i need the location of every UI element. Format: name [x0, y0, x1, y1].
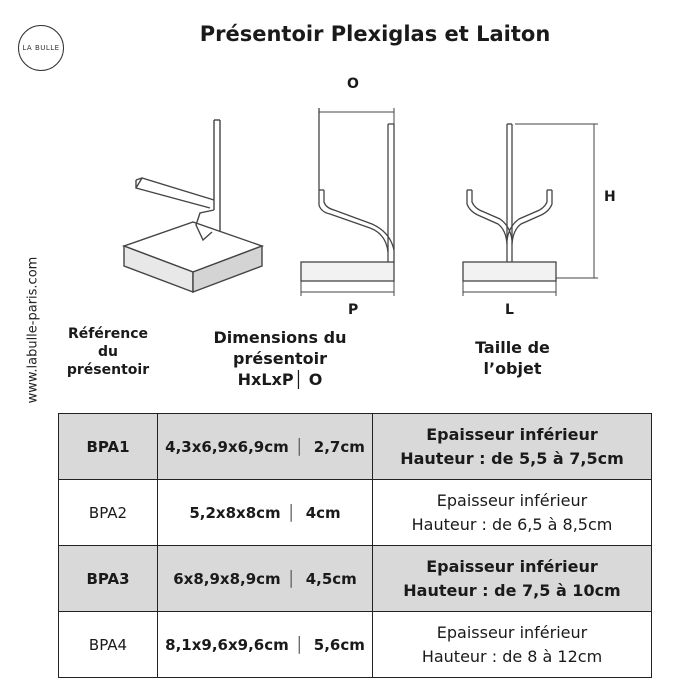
- separator: │: [286, 569, 296, 588]
- opening-value: 5,6cm: [313, 635, 365, 654]
- caption-dimensions-line: présentoir: [233, 348, 327, 368]
- caption-dimensions: [200, 328, 360, 390]
- height-range-text: Hauteur : de 8 à 12cm: [421, 646, 603, 666]
- dimension-label-h: H: [604, 189, 616, 205]
- reference-cell: BPA3: [59, 546, 158, 612]
- caption-object-line: l’objet: [483, 358, 542, 378]
- dimension-label-o: O: [347, 76, 359, 92]
- height-range-text: Hauteur : de 7,5 à 10cm: [403, 580, 621, 600]
- stand-perspective-drawing: [124, 120, 262, 292]
- caption-reference-line: du: [98, 344, 118, 361]
- table-row: [59, 414, 652, 480]
- thickness-text: Epaisseur inférieur: [436, 490, 588, 510]
- dimensions-value: 4,3x6,9x6,9cm: [165, 437, 289, 456]
- size-table: [58, 413, 652, 678]
- dimensions-value: 6x8,9x8,9cm: [173, 569, 281, 588]
- reference-cell: BPA2: [59, 480, 158, 546]
- dimension-label-p: P: [348, 302, 359, 318]
- caption-dimensions-line: HxLxP│ O: [237, 369, 323, 389]
- height-range-text: Hauteur : de 5,5 à 7,5cm: [400, 448, 624, 468]
- reference-cell: BPA4: [59, 612, 158, 678]
- website-url: www.labulle-paris.com: [25, 256, 41, 404]
- separator: │: [294, 437, 304, 456]
- opening-value: 2,7cm: [313, 437, 365, 456]
- page-title: Présentoir Plexiglas et Laiton: [199, 22, 551, 46]
- caption-dimensions-line: Dimensions du: [213, 328, 347, 347]
- product-diagram: [0, 0, 700, 330]
- height-range-text: Hauteur : de 6,5 à 8,5cm: [411, 514, 613, 534]
- dimensions-cell: [158, 546, 373, 612]
- thickness-text: Epaisseur inférieur: [436, 622, 588, 642]
- caption-object-line: Taille de: [475, 338, 550, 357]
- opening-value: 4,5cm: [305, 569, 357, 588]
- separator: │: [294, 635, 304, 654]
- table-row: [59, 612, 652, 678]
- dimensions-value: 5,2x8x8cm: [189, 503, 281, 522]
- stand-front-drawing: [463, 124, 598, 296]
- caption-reference-line: Référence: [67, 326, 149, 342]
- object-size-cell: [373, 546, 652, 612]
- logo-text: LA BULLE: [22, 44, 60, 52]
- dimensions-cell: [158, 414, 373, 480]
- dimensions-cell: [158, 480, 373, 546]
- dimension-label-l: L: [505, 302, 514, 318]
- object-size-cell: [373, 612, 652, 678]
- table-row: [59, 480, 652, 546]
- separator: │: [286, 503, 296, 522]
- caption-reference-line: présentoir: [66, 362, 150, 379]
- reference-cell: BPA1: [59, 414, 158, 480]
- table-row: [59, 546, 652, 612]
- thickness-text: Epaisseur inférieur: [426, 556, 598, 576]
- object-size-cell: [373, 480, 652, 546]
- dimensions-cell: [158, 612, 373, 678]
- stand-side-drawing: [301, 108, 394, 296]
- opening-value: 4cm: [305, 503, 341, 522]
- caption-object-size: [455, 338, 570, 380]
- caption-reference: [58, 325, 158, 380]
- thickness-text: Epaisseur inférieur: [426, 424, 598, 444]
- object-size-cell: [373, 414, 652, 480]
- dimensions-value: 8,1x9,6x9,6cm: [165, 635, 289, 654]
